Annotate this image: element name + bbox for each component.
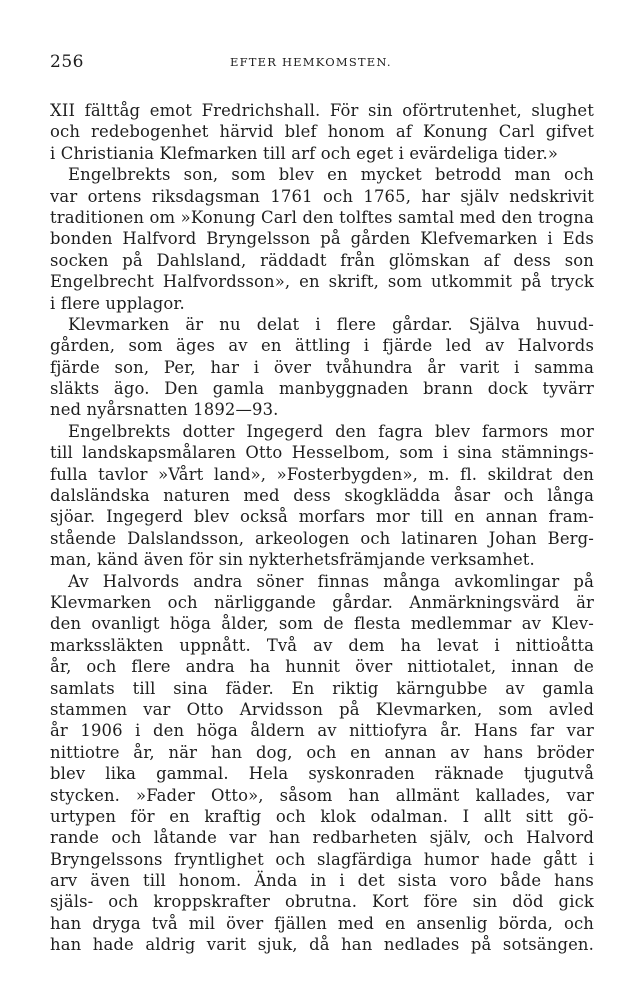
text-line: han hade aldrig varit sjuk, då han nedlades på sotsängen.	[50, 935, 594, 955]
text-line: Klevmarken är nu delat i flere gårdar. Själva huvud-	[68, 314, 594, 334]
text-line: till landskapsmålaren Otto Hesselbom, som i sina stämnings-	[50, 443, 594, 463]
text-line: Klevmarken och närliggande gårdar. Anmärkningsvärd är	[50, 592, 594, 612]
text-line: bonden Halfvord Bryngelsson på gården Klefvemarken i Eds	[50, 229, 594, 249]
text-line: blev lika gammal. Hela syskonraden räknade tjugutvå	[50, 764, 594, 784]
text-line: själs- och kroppskrafter obrutna. Kort före sin död gick	[50, 892, 594, 912]
text-line: markssläkten uppnått. Två av dem ha levat i nittioåtta	[50, 635, 594, 655]
text-line: Engelbrecht Halfvordsson», en skrift, som utkommit på tryck	[50, 272, 594, 292]
page-number: 256	[50, 52, 84, 72]
text-line: traditionen om »Konung Carl den tolftes samtal med den trogna	[50, 207, 594, 227]
text-line: socken på Dahlsland, räddadt från glömskan af dess son	[50, 250, 594, 270]
text-line: år 1906 i den höga åldern av nittiofyra år. Hans far var	[50, 721, 594, 741]
text-line: XII fälttåg emot Fredrichshall. För sin oförtrutenhet, slughet	[50, 101, 594, 120]
text-line: och redebogenhet härvid blef honom af Konung Carl gifvet	[50, 122, 594, 142]
text-line: han dryga två mil över fjällen med en ansenlig börda, och	[50, 913, 594, 933]
text-line: fjärde son, Per, har i över tvåhundra år varit i samma	[50, 357, 594, 377]
text-line: Av Halvords andra söner finnas många avkomlingar på	[68, 571, 594, 591]
text-line: urtypen för en kraftig och klok odalman. I allt sitt gö-	[50, 806, 594, 826]
text-line: stycken. »Fader Otto», såsom han allmänt kallades, var	[50, 785, 594, 805]
text-line: fulla tavlor »Vårt land», »Fosterbygden», m. fl. skildrat den	[50, 464, 594, 484]
text-line: samlats till sina fäder. En riktig kärngubbe av gamla	[50, 678, 594, 698]
text-line: den ovanligt höga ålder, som de flesta medlemmar av Klev-	[50, 614, 594, 634]
text-line: stående Dalslandsson, arkeologen och latinaren Johan Berg-	[50, 528, 594, 548]
running-title: EFTER HEMKOMSTEN.	[230, 55, 392, 69]
text-line: i flere upplagor.	[50, 293, 185, 313]
page-header	[50, 52, 594, 74]
text-line: var ortens riksdagsman 1761 och 1765, har själv nedskrivit	[50, 186, 594, 206]
text-line: nittiotre år, när han dog, och en annan av hans bröder	[50, 742, 594, 762]
body-text	[50, 100, 594, 956]
text-line: i Christiania Klefmarken till arf och eget i evärdeliga tider.»	[50, 143, 559, 163]
text-line: man, känd även för sin nykterhetsfrämjande verksamhet.	[50, 550, 535, 570]
text-line: rande och låtande var han redbarheten själv, och Halvord	[50, 828, 594, 848]
text-line: arv även till honom. Ända in i det sista voro både hans	[50, 871, 594, 891]
text-line: ned nyårsnatten 1892—93.	[50, 400, 279, 420]
text-line: sjöar. Ingegerd blev också morfars mor till en annan fram-	[50, 507, 594, 527]
text-line: Engelbrekts dotter Ingegerd den fagra blev farmors mor	[68, 421, 594, 441]
text-line: år, och flere andra ha hunnit över nittiotalet, innan de	[50, 657, 594, 677]
text-line: Engelbrekts son, som blev en mycket betrodd man och	[68, 165, 594, 185]
text-line: stammen var Otto Arvidsson på Klevmarken, som avled	[50, 699, 594, 719]
text-line: dalsländska naturen med dess skogklädda åsar och långa	[50, 486, 594, 506]
text-line: Bryngelssons fryntlighet och slagfärdiga humor hade gått i	[50, 849, 594, 869]
text-line: släkts ägo. Den gamla manbyggnaden brann dock tyvärr	[50, 379, 594, 399]
text-line: gården, som äges av en ättling i fjärde led av Halvords	[50, 336, 594, 356]
